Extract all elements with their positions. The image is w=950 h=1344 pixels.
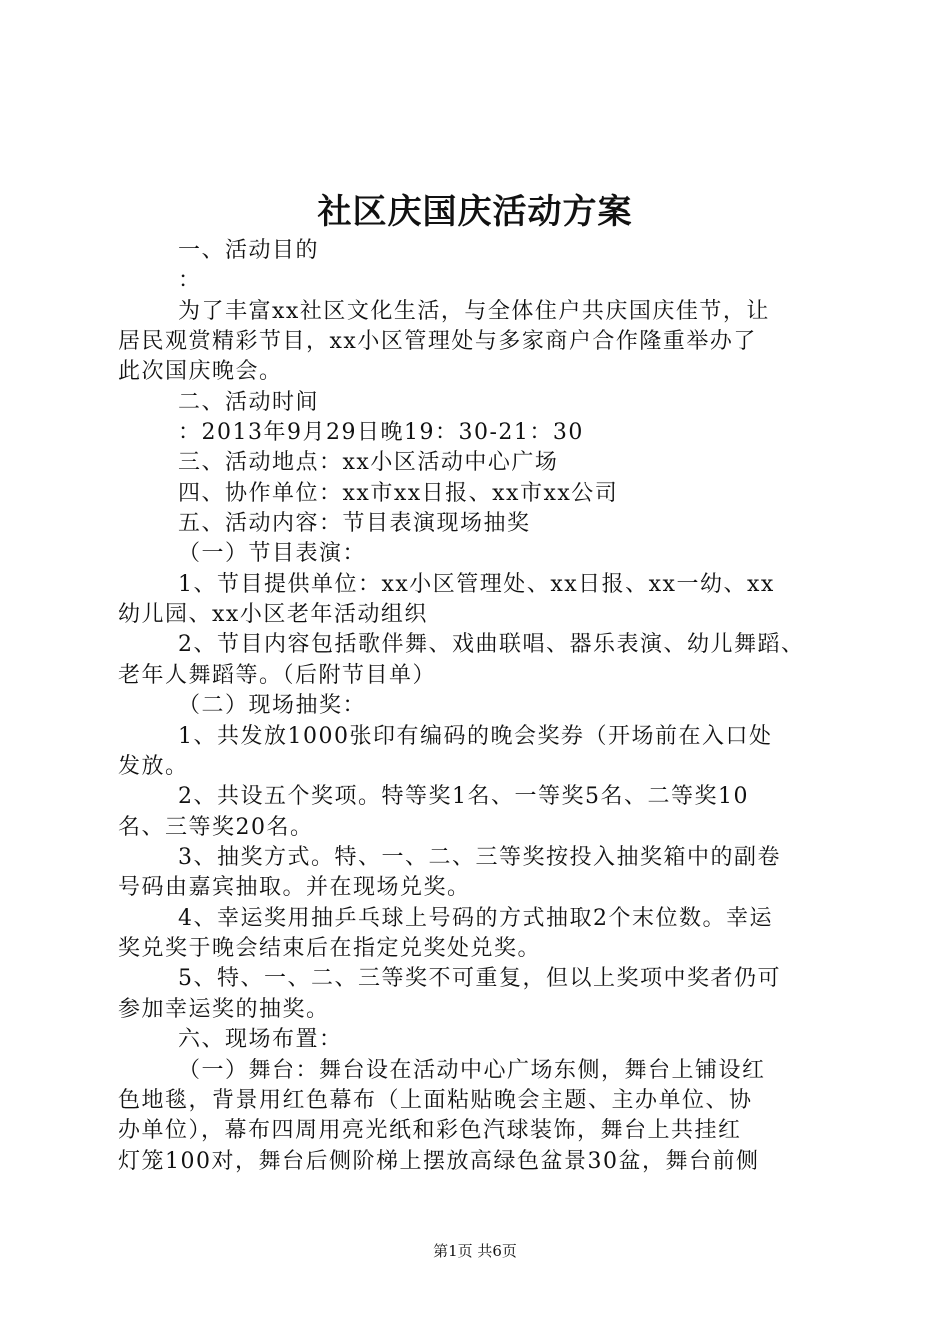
text-line: 四、协作单位：xx市xx日报、xx市xx公司 <box>178 481 619 506</box>
text-line: 灯笼100对，舞台后侧阶梯上摆放高绿色盆景30盆，舞台前侧 <box>118 1149 760 1174</box>
text-line: 参加幸运奖的抽奖。 <box>118 997 330 1022</box>
text-line: 二、活动时间 <box>178 390 320 415</box>
text-line: 一、活动目的 <box>178 238 320 263</box>
text-line: （一）舞台：舞台设在活动中心广场东侧，舞台上铺设红 <box>178 1058 766 1083</box>
text-line: 3、抽奖方式。特、一、二、三等奖按投入抽奖箱中的副卷 <box>178 845 781 870</box>
text-line: （一）节目表演： <box>178 541 367 566</box>
document-title: 社区庆国庆活动方案 <box>317 192 633 232</box>
text-line: 4、幸运奖用抽乒乓球上号码的方式抽取2个末位数。幸运 <box>178 906 773 931</box>
text-line: 六、现场布置： <box>178 1027 343 1052</box>
page-footer: 第1页 共6页 <box>433 1242 517 1260</box>
text-line: 2、节目内容包括歌伴舞、戏曲联唱、器乐表演、幼儿舞蹈、 <box>178 632 805 657</box>
text-line: 1、共发放1000张印有编码的晚会奖券（开场前在入口处 <box>178 724 773 749</box>
text-line: 2、共设五个奖项。特等奖1名、一等奖5名、二等奖10 <box>178 784 749 809</box>
text-line: 三、活动地点：xx小区活动中心广场 <box>178 450 559 475</box>
text-line: 号码由嘉宾抽取。并在现场兑奖。 <box>118 875 471 900</box>
text-line: 为了丰富xx社区文化生活，与全体住户共庆国庆佳节，让 <box>178 299 770 324</box>
text-line: 五、活动内容：节目表演现场抽奖 <box>178 511 531 536</box>
text-line: 5、特、一、二、三等奖不可重复，但以上奖项中奖者仍可 <box>178 966 781 991</box>
text-line: 名、三等奖20名。 <box>118 815 314 840</box>
text-line: 1、节目提供单位：xx小区管理处、xx日报、xx一幼、xx <box>178 572 775 597</box>
text-line: 发放。 <box>118 754 189 779</box>
text-line: ： <box>178 268 202 293</box>
text-line: 色地毯，背景用红色幕布（上面粘贴晚会主题、主办单位、协 <box>118 1088 753 1113</box>
text-line: 幼儿园、xx小区老年活动组织 <box>118 602 428 627</box>
text-line: ：2013年9月29日晚19：30-21：30 <box>178 420 584 445</box>
text-line: 居民观赏精彩节目，xx小区管理处与多家商户合作隆重举办了 <box>118 329 757 354</box>
text-line: 奖兑奖于晚会结束后在指定兑奖处兑奖。 <box>118 936 542 961</box>
text-line: 办单位），幕布四周用亮光纸和彩色汽球装饰，舞台上共挂红 <box>118 1118 742 1143</box>
text-line: 老年人舞蹈等。（后附节目单） <box>118 663 437 688</box>
text-line: 此次国庆晚会。 <box>118 359 283 384</box>
text-line: （二）现场抽奖： <box>178 693 367 718</box>
